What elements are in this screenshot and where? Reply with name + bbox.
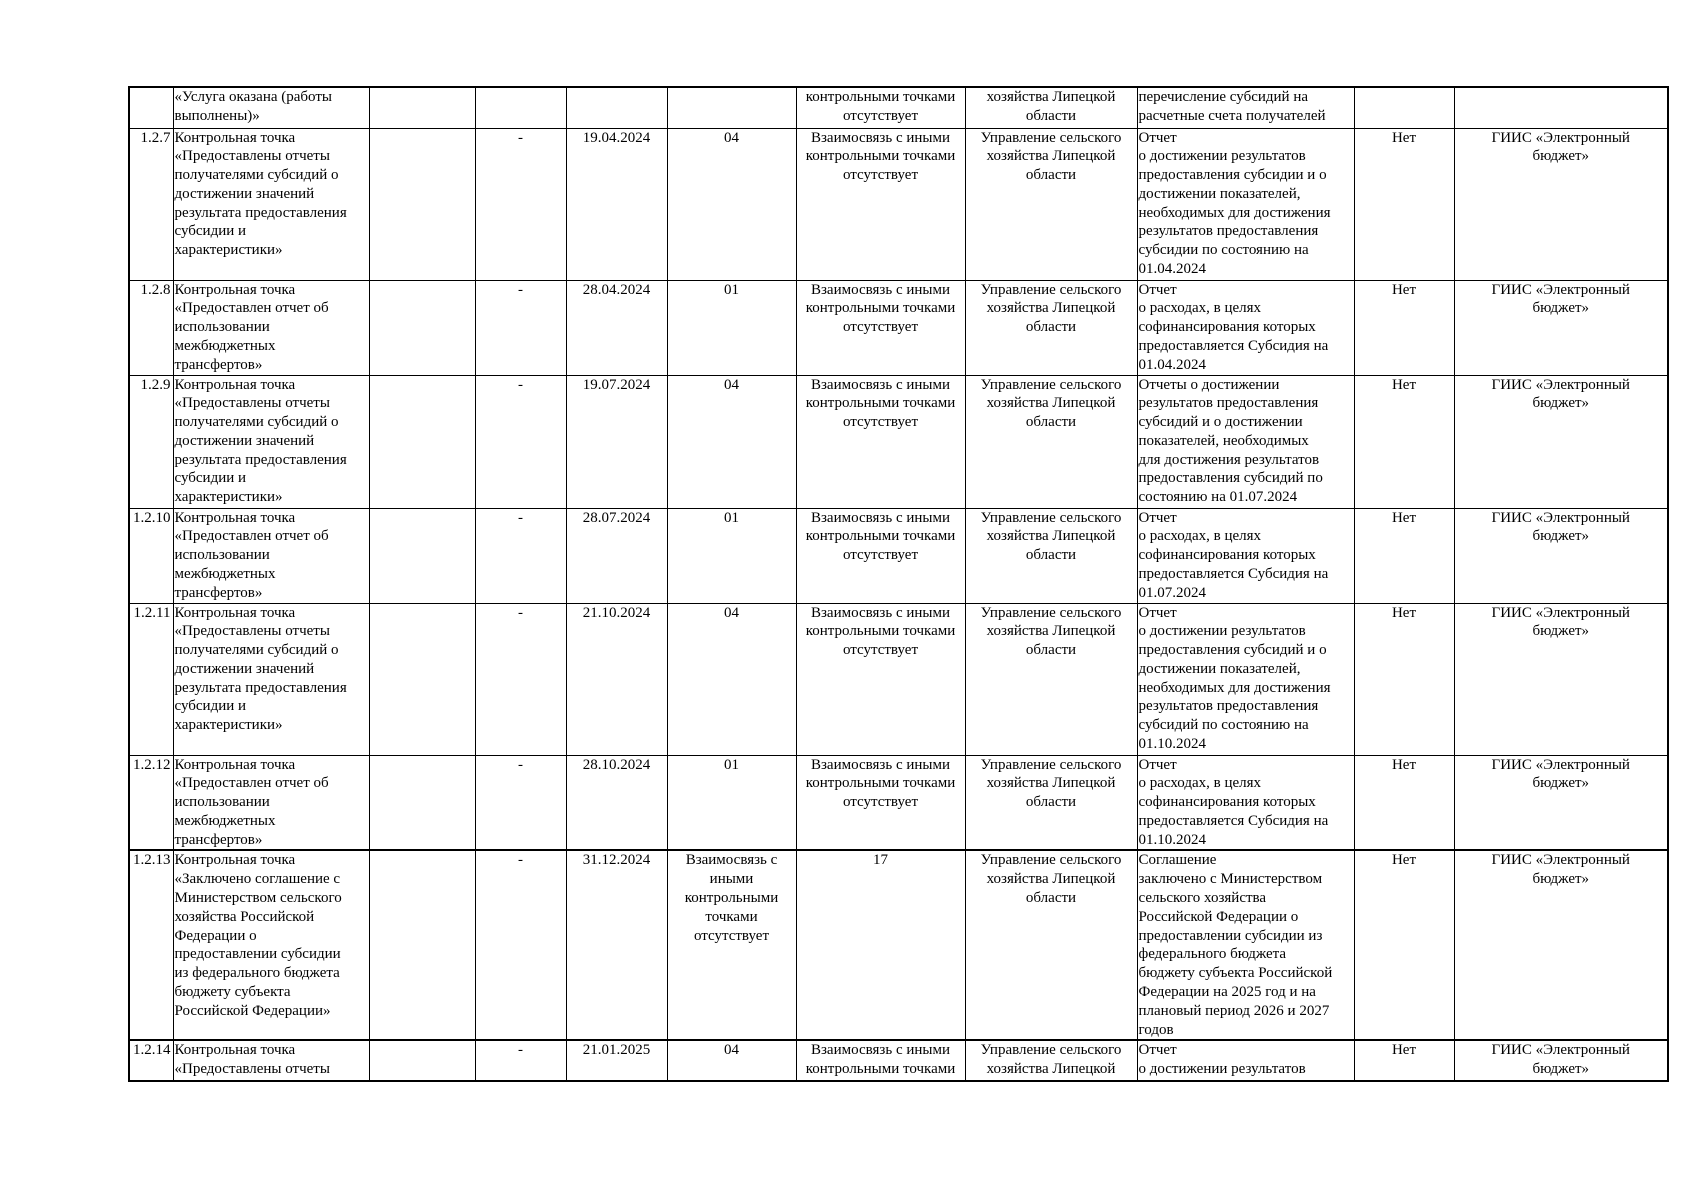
column-10-cell: Нет bbox=[1354, 850, 1454, 1040]
column-6-cell: Взаимосвязь с иными контрольными точками отсутствует bbox=[667, 850, 796, 1040]
row-number-cell: 1.2.11 bbox=[129, 603, 173, 755]
date-cell: 28.04.2024 bbox=[566, 280, 667, 375]
information-system-cell: ГИИС «Электронный бюджет» bbox=[1454, 1040, 1668, 1081]
row-number-cell: 1.2.9 bbox=[129, 375, 173, 508]
column-3-cell bbox=[369, 375, 475, 508]
column-7-cell: Взаимосвязь с иными контрольными точками отсутствует bbox=[796, 128, 965, 280]
information-system-cell: ГИИС «Электронный бюджет» bbox=[1454, 755, 1668, 850]
column-7-cell: 17 bbox=[796, 850, 965, 1040]
table-row bbox=[129, 375, 1668, 508]
column-6-cell: 01 bbox=[667, 280, 796, 375]
column-4-cell: - bbox=[475, 755, 566, 850]
date-cell: 31.12.2024 bbox=[566, 850, 667, 1040]
information-system-cell: ГИИС «Электронный бюджет» bbox=[1454, 508, 1668, 603]
column-4-cell: - bbox=[475, 280, 566, 375]
control-point-name-cell: Контрольная точка «Предоставлен отчет об использовании межбюджетных трансфертов» bbox=[173, 280, 369, 375]
row-number-cell: 1.2.12 bbox=[129, 755, 173, 850]
responsible-cell: Управление сельского хозяйства Липецкой области bbox=[965, 850, 1137, 1040]
column-6-cell: 01 bbox=[667, 755, 796, 850]
document-cell: Отчет о расходах, в целях софинансирования которых предоставляется Субсидия на 01.10.2024 bbox=[1137, 755, 1354, 850]
date-cell bbox=[566, 87, 667, 128]
control-point-name-cell: Контрольная точка «Предоставлены отчеты получателями субсидий о достижении значений результата предоставления субсидии и характеристики» bbox=[173, 375, 369, 508]
column-10-cell: Нет bbox=[1354, 755, 1454, 850]
column-3-cell bbox=[369, 87, 475, 128]
document-cell: Отчеты о достижении результатов предоставления субсидий и о достижении показателей, необходимых для достижения результатов предоставления субсидий по состоянию на 01.07.2024 bbox=[1137, 375, 1354, 508]
table-row bbox=[129, 280, 1668, 375]
column-7-cell: Взаимосвязь с иными контрольными точками отсутствует bbox=[796, 603, 965, 755]
column-10-cell bbox=[1354, 87, 1454, 128]
column-10-cell: Нет bbox=[1354, 128, 1454, 280]
row-number-cell: 1.2.8 bbox=[129, 280, 173, 375]
column-3-cell bbox=[369, 755, 475, 850]
column-6-cell: 04 bbox=[667, 128, 796, 280]
control-point-name-cell: Контрольная точка «Предоставлен отчет об использовании межбюджетных трансфертов» bbox=[173, 755, 369, 850]
column-4-cell bbox=[475, 87, 566, 128]
information-system-cell bbox=[1454, 87, 1668, 128]
column-7-cell: Взаимосвязь с иными контрольными точками отсутствует bbox=[796, 755, 965, 850]
date-cell: 28.10.2024 bbox=[566, 755, 667, 850]
column-3-cell bbox=[369, 603, 475, 755]
responsible-cell: Управление сельского хозяйства Липецкой области bbox=[965, 280, 1137, 375]
information-system-cell: ГИИС «Электронный бюджет» bbox=[1454, 603, 1668, 755]
column-4-cell: - bbox=[475, 1040, 566, 1081]
responsible-cell: Управление сельского хозяйства Липецкой области bbox=[965, 603, 1137, 755]
column-6-cell: 04 bbox=[667, 375, 796, 508]
table-body bbox=[129, 87, 1668, 1081]
table-row bbox=[129, 87, 1668, 128]
column-10-cell: Нет bbox=[1354, 280, 1454, 375]
table-row bbox=[129, 850, 1668, 1040]
table-row bbox=[129, 508, 1668, 603]
document-cell: Отчет о достижении результатов bbox=[1137, 1040, 1354, 1081]
column-6-cell bbox=[667, 87, 796, 128]
column-3-cell bbox=[369, 508, 475, 603]
column-6-cell: 04 bbox=[667, 1040, 796, 1081]
column-7-cell: Взаимосвязь с иными контрольными точками отсутствует bbox=[796, 280, 965, 375]
document-cell: Отчет о достижении результатов предоставления субсидии и о достижении показателей, необходимых для достижения результатов предоставления субсидии по состоянию на 01.04.2024 bbox=[1137, 128, 1354, 280]
document-cell: перечисление субсидий на расчетные счета получателей bbox=[1137, 87, 1354, 128]
column-7-cell: Взаимосвязь с иными контрольными точками bbox=[796, 1040, 965, 1081]
date-cell: 21.01.2025 bbox=[566, 1040, 667, 1081]
information-system-cell: ГИИС «Электронный бюджет» bbox=[1454, 280, 1668, 375]
responsible-cell: Управление сельского хозяйства Липецкой области bbox=[965, 375, 1137, 508]
column-3-cell bbox=[369, 1040, 475, 1081]
date-cell: 19.04.2024 bbox=[566, 128, 667, 280]
control-point-name-cell: Контрольная точка «Предоставлены отчеты получателями субсидий о достижении значений результата предоставления субсидии и характеристики» bbox=[173, 128, 369, 280]
responsible-cell: Управление сельского хозяйства Липецкой bbox=[965, 1040, 1137, 1081]
table-row bbox=[129, 1040, 1668, 1081]
row-number-cell: 1.2.7 bbox=[129, 128, 173, 280]
control-point-name-cell: Контрольная точка «Предоставлены отчеты bbox=[173, 1040, 369, 1081]
information-system-cell: ГИИС «Электронный бюджет» bbox=[1454, 375, 1668, 508]
row-number-cell: 1.2.13 bbox=[129, 850, 173, 1040]
responsible-cell: Управление сельского хозяйства Липецкой области bbox=[965, 128, 1137, 280]
control-point-name-cell: «Услуга оказана (работы выполнены)» bbox=[173, 87, 369, 128]
responsible-cell: Управление сельского хозяйства Липецкой области bbox=[965, 508, 1137, 603]
document-cell: Отчет о расходах, в целях софинансирования которых предоставляется Субсидия на 01.07.2024 bbox=[1137, 508, 1354, 603]
column-3-cell bbox=[369, 280, 475, 375]
row-number-cell: 1.2.14 bbox=[129, 1040, 173, 1081]
column-4-cell: - bbox=[475, 508, 566, 603]
row-number-cell: 1.2.10 bbox=[129, 508, 173, 603]
row-number-cell bbox=[129, 87, 173, 128]
column-10-cell: Нет bbox=[1354, 603, 1454, 755]
date-cell: 21.10.2024 bbox=[566, 603, 667, 755]
column-10-cell: Нет bbox=[1354, 508, 1454, 603]
control-point-name-cell: Контрольная точка «Предоставлен отчет об использовании межбюджетных трансфертов» bbox=[173, 508, 369, 603]
column-4-cell: - bbox=[475, 375, 566, 508]
date-cell: 28.07.2024 bbox=[566, 508, 667, 603]
responsible-cell: Управление сельского хозяйства Липецкой области bbox=[965, 755, 1137, 850]
column-10-cell: Нет bbox=[1354, 375, 1454, 508]
information-system-cell: ГИИС «Электронный бюджет» bbox=[1454, 850, 1668, 1040]
column-3-cell bbox=[369, 128, 475, 280]
control-points-table bbox=[128, 86, 1669, 1082]
document-cell: Отчет о расходах, в целях софинансирования которых предоставляется Субсидия на 01.04.2024 bbox=[1137, 280, 1354, 375]
document-cell: Отчет о достижении результатов предоставления субсидий и о достижении показателей, необходимых для достижения результатов предоставления субсидий по состоянию на 01.10.2024 bbox=[1137, 603, 1354, 755]
column-6-cell: 04 bbox=[667, 603, 796, 755]
column-7-cell: Взаимосвязь с иными контрольными точками отсутствует bbox=[796, 508, 965, 603]
column-6-cell: 01 bbox=[667, 508, 796, 603]
table-row bbox=[129, 128, 1668, 280]
control-point-name-cell: Контрольная точка «Заключено соглашение с Министерством сельского хозяйства Российской Федерации о предоставлении субсидии из федерального бюджета бюджету субъекта Российской Федерации» bbox=[173, 850, 369, 1040]
column-3-cell bbox=[369, 850, 475, 1040]
table-row bbox=[129, 603, 1668, 755]
date-cell: 19.07.2024 bbox=[566, 375, 667, 508]
column-4-cell: - bbox=[475, 850, 566, 1040]
document-cell: Соглашение заключено с Министерством сельского хозяйства Российской Федерации о предоставлении субсидии из федерального бюджета бюджету субъекта Российской Федерации на 2025 год и на плановый период 2026 и 2027 годов bbox=[1137, 850, 1354, 1040]
column-7-cell: Взаимосвязь с иными контрольными точками отсутствует bbox=[796, 375, 965, 508]
information-system-cell: ГИИС «Электронный бюджет» bbox=[1454, 128, 1668, 280]
control-point-name-cell: Контрольная точка «Предоставлены отчеты получателями субсидий о достижении значений результата предоставления субсидии и характеристики» bbox=[173, 603, 369, 755]
column-4-cell: - bbox=[475, 128, 566, 280]
column-7-cell: контрольными точками отсутствует bbox=[796, 87, 965, 128]
column-4-cell: - bbox=[475, 603, 566, 755]
table-row bbox=[129, 755, 1668, 850]
responsible-cell: хозяйства Липецкой области bbox=[965, 87, 1137, 128]
column-10-cell: Нет bbox=[1354, 1040, 1454, 1081]
